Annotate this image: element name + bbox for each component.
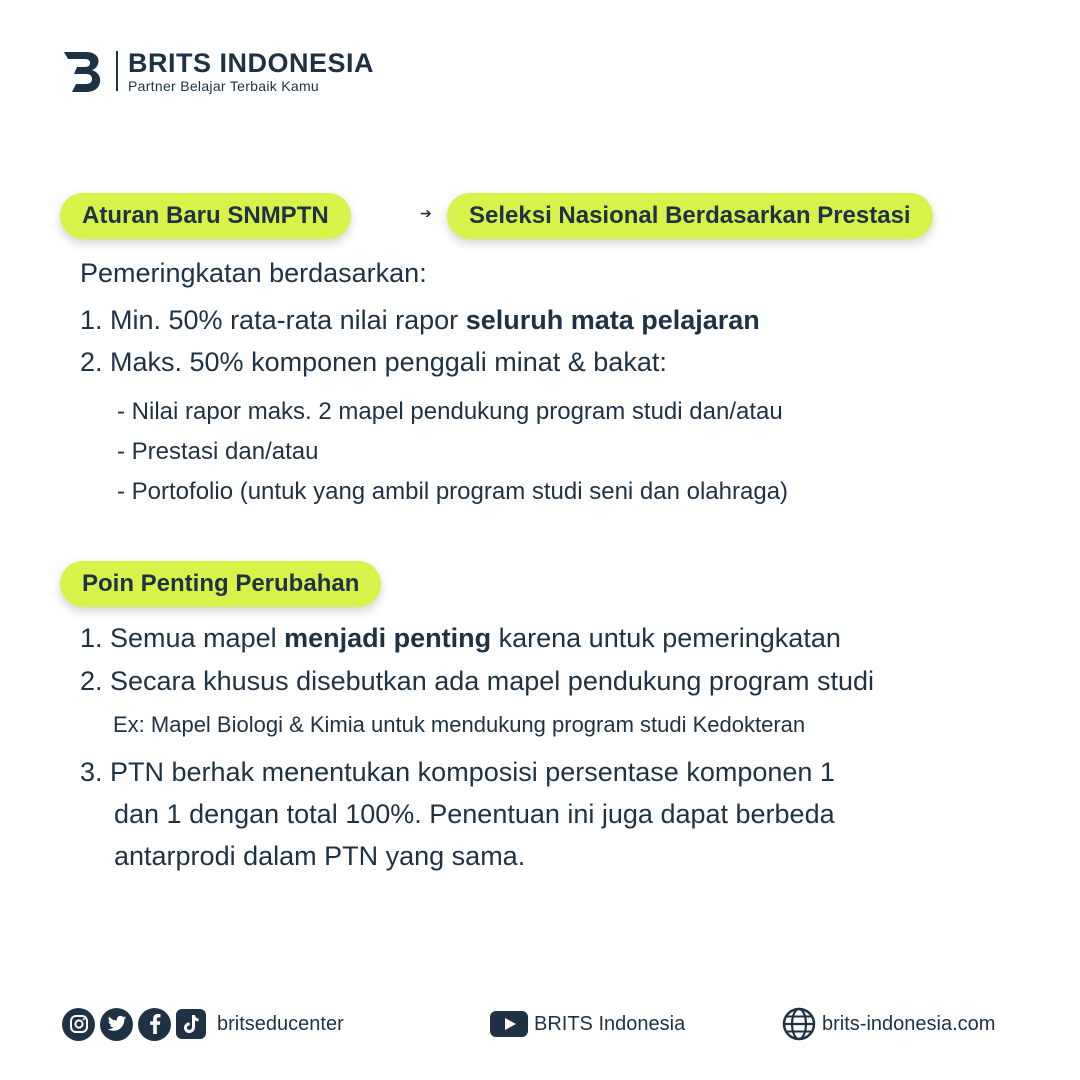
pill-seleksi-nasional: Seleksi Nasional Berdasarkan Prestasi xyxy=(447,193,933,239)
sub-item-3: - Portofolio (untuk yang ambil program studi seni dan olahraga) xyxy=(117,478,789,505)
footer-website xyxy=(782,1006,995,1042)
globe-icon xyxy=(782,1007,816,1041)
rule-item-1-bold: seluruh mata pelajaran xyxy=(465,305,760,335)
brand-name: BRITS INDONESIA xyxy=(128,48,375,78)
facebook-icon[interactable] xyxy=(138,1008,171,1041)
point-item-1-bold: menjadi penting xyxy=(284,623,492,653)
footer-social xyxy=(62,1006,344,1042)
pill-poin-penting: Poin Penting Perubahan xyxy=(60,561,381,607)
rule-item-1-text: 1. Min. 50% rata-rata nilai rapor xyxy=(80,305,466,335)
brand-logo xyxy=(62,48,374,94)
point-item-1 xyxy=(80,623,841,654)
youtube-channel[interactable]: BRITS Indonesia xyxy=(534,1012,686,1035)
arrow-right-icon: ➔ xyxy=(420,205,432,221)
twitter-icon[interactable] xyxy=(100,1008,133,1041)
point-item-3-line-1: 3. PTN berhak menentukan komposisi persentase komponen 1 xyxy=(80,757,835,787)
intro-text: Pemeringkatan berdasarkan: xyxy=(80,258,427,288)
rule-item-1 xyxy=(80,305,760,336)
social-handle[interactable]: britseducenter xyxy=(217,1012,344,1035)
website-link[interactable]: brits-indonesia.com xyxy=(822,1012,996,1035)
rule-item-2: 2. Maks. 50% komponen penggali minat & bakat: xyxy=(80,347,667,377)
point-item-3-line-2: dan 1 dengan total 100%. Penentuan ini juga dapat berbeda xyxy=(114,799,835,829)
pill-aturan-baru: Aturan Baru SNMPTN xyxy=(60,193,351,239)
point-item-2-example: Ex: Mapel Biologi & Kimia untuk mendukung program studi Kedokteran xyxy=(113,712,806,737)
point-item-2: 2. Secara khusus disebutkan ada mapel pendukung program studi xyxy=(80,666,875,696)
point-item-3-line-3: antarprodi dalam PTN yang sama. xyxy=(114,841,526,871)
youtube-icon[interactable] xyxy=(490,1011,528,1037)
footer-youtube xyxy=(490,1006,685,1042)
point-item-1-pre: 1. Semua mapel xyxy=(80,623,285,653)
logo-divider xyxy=(116,51,118,91)
instagram-icon[interactable] xyxy=(62,1008,95,1041)
point-item-1-post: karena untuk pemeringkatan xyxy=(491,623,841,653)
brand-logo-icon xyxy=(62,48,104,94)
tiktok-icon[interactable] xyxy=(176,1009,206,1039)
brand-tagline: Partner Belajar Terbaik Kamu xyxy=(128,78,320,94)
sub-item-2: - Prestasi dan/atau xyxy=(117,438,319,465)
sub-item-1: - Nilai rapor maks. 2 mapel pendukung program studi dan/atau xyxy=(117,398,783,425)
